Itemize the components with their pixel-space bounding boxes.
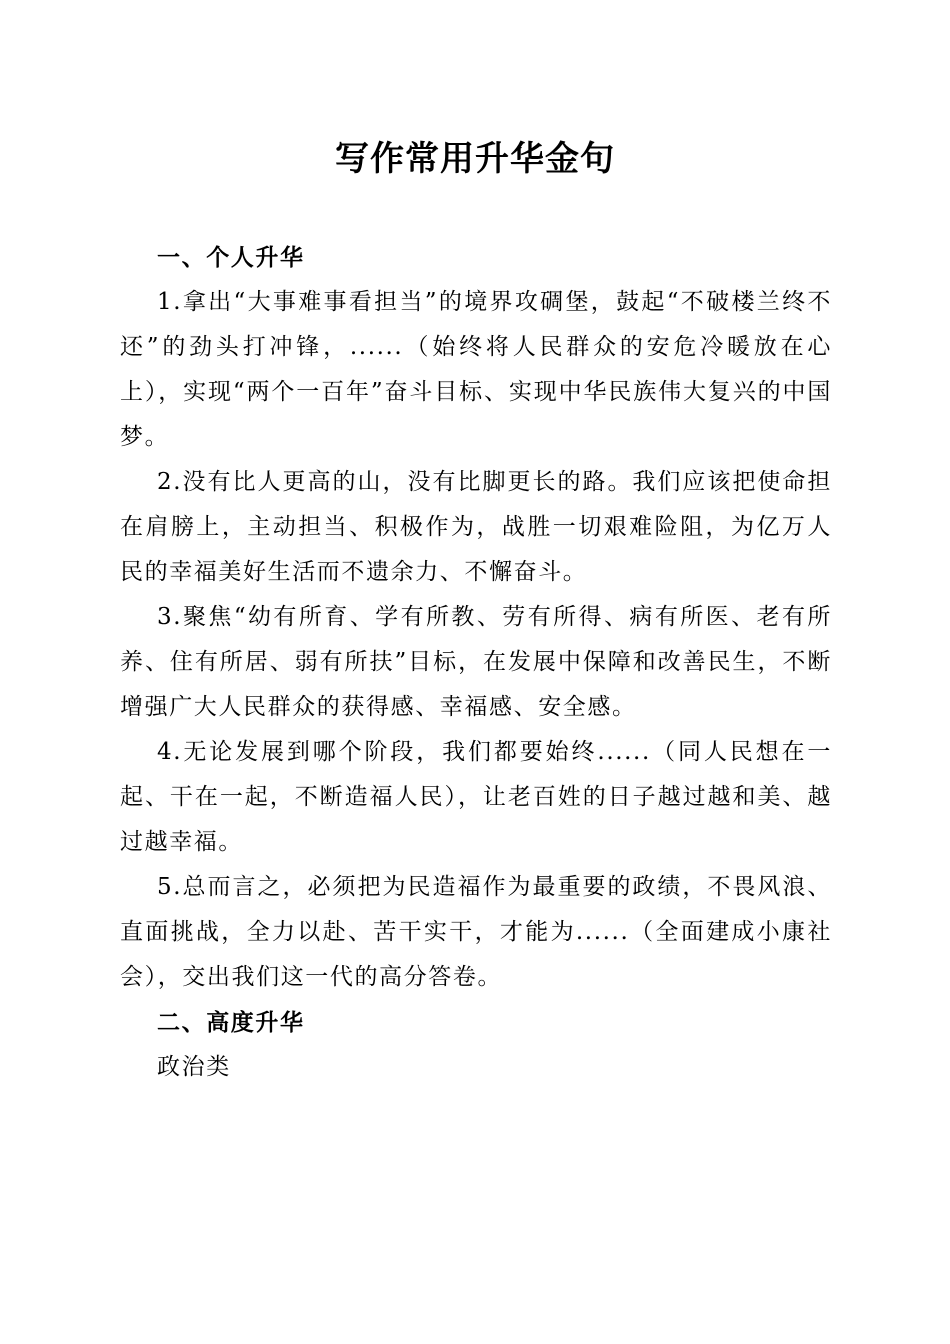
paragraph-item-4: 4.无论发展到哪个阶段，我们都要始终......（同人民想在一起、干在一起，不断造福人民），让老百姓的日子越过越和美、越过越幸福。 [120, 739, 832, 855]
subsection-heading-politics: 政治类 [157, 1054, 231, 1080]
paragraph-item-1: 1.拿出“大事难事看担当”的境界攻碉堡，鼓起“不破楼兰终不还”的劲头打冲锋，......（始终将人民群众的安危冷暖放在心上），实现“两个一百年”奋斗目标、实现中华民族伟大复兴的中国梦。 [120, 289, 832, 450]
document-title: 写作常用升华金句 [335, 139, 615, 179]
paragraph-item-5: 5.总而言之，必须把为民造福作为最重要的政绩，不畏风浪、直面挑战，全力以赴、苦干实干，才能为......（全面建成小康社会），交出我们这一代的高分答卷。 [120, 874, 832, 990]
paragraph-item-2: 2.没有比人更高的山，没有比脚更长的路。我们应该把使命担在肩膀上，主动担当、积极作为，战胜一切艰难险阻，为亿万人民的幸福美好生活而不遗余力、不懈奋斗。 [120, 469, 832, 585]
paragraph-item-3: 3.聚焦“幼有所育、学有所教、劳有所得、病有所医、老有所养、住有所居、弱有所扶”目标，在发展中保障和改善民生，不断增强广大人民群众的获得感、幸福感、安全感。 [120, 604, 832, 720]
section-heading-personal: 一、个人升华 [157, 244, 305, 271]
document-body [120, 235, 832, 1090]
section-heading-height: 二、高度升华 [157, 1009, 305, 1036]
